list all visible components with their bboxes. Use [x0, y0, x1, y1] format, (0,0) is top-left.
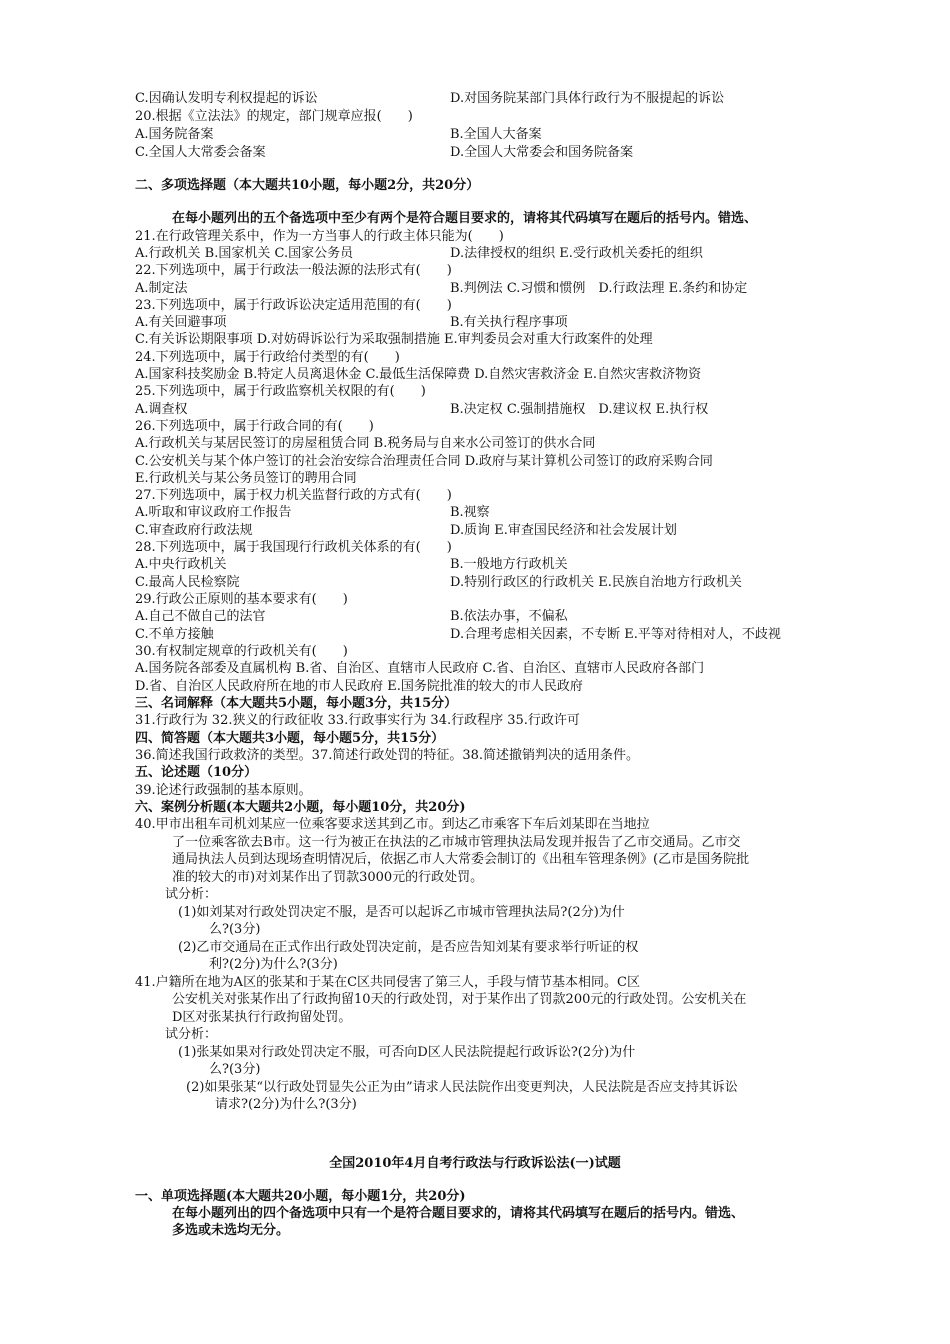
- text-line: [0, 126, 950, 144]
- instruction-text: 在每小题列出的五个备选项中至少有两个是符合题目要求的，请将其代码填写在题后的括号内。错选、: [172, 211, 758, 226]
- text-line: [0, 921, 950, 939]
- question-41: [0, 974, 950, 992]
- section-heading-short-answer: [0, 730, 950, 748]
- heading-text: 三、名词解释（本大题共5小题，每小题3分，共15分）: [135, 696, 458, 711]
- section-heading-terms: [0, 695, 950, 713]
- text-line: [0, 1096, 950, 1114]
- question-text: 20.根据《立法法》的规定，部门规章应报( ): [135, 109, 413, 124]
- text-line: [0, 504, 950, 522]
- options-right: D.法律授权的组织 E.受行政机关委托的组织: [450, 246, 703, 261]
- question-text: 28.下列选项中，属于我国现行行政机关体系的有( ): [135, 540, 452, 555]
- option-d: D.对国务院某部门具体行政行为不服提起的诉讼: [450, 91, 725, 106]
- option-c: C.因确认发明专利权提起的诉讼: [135, 91, 318, 106]
- text-line: [0, 1026, 950, 1044]
- text-line: [0, 626, 950, 644]
- text-line: [0, 556, 950, 574]
- option-d: D.全国人大常委会和国务院备案: [450, 145, 634, 160]
- sub-question: (2)乙市交通局在正式作出行政处罚决定前，是否应告知刘某有要求举行听证的权: [178, 940, 639, 955]
- text-line: [0, 331, 950, 349]
- heading-text: 二、多项选择题（本大题共10小题，每小题2分，共20分）: [135, 178, 480, 193]
- text-line: [0, 401, 950, 419]
- analysis-label: 试分析：: [165, 1027, 218, 1042]
- text-line: [0, 574, 950, 592]
- question-22: [0, 262, 950, 280]
- question-23: [0, 297, 950, 315]
- instruction: [0, 210, 950, 228]
- text-line: [0, 1061, 950, 1079]
- options-right: B.决定权 C.强制措施权 D.建议权 E.执行权: [450, 402, 709, 417]
- heading-text: 五、论述题（10分）: [135, 765, 258, 780]
- sub-question: 请求?(2分)为什么?(3分): [215, 1097, 357, 1112]
- text-line: [0, 90, 950, 108]
- question-40: [0, 816, 950, 834]
- options-right: D.合理考虑相关因素，不专断 E.平等对待相对人，不歧视: [450, 627, 781, 642]
- option-b: B.全国人大备案: [450, 127, 542, 142]
- text-line: [0, 939, 950, 957]
- text-line: [0, 712, 950, 730]
- text-line: [0, 245, 950, 263]
- options-left: A.行政机关 B.国家机关 C.国家公务员: [135, 246, 354, 261]
- text-line: [0, 1009, 950, 1027]
- text-line: [0, 660, 950, 678]
- case-text: D区对张某执行行政拘留处罚。: [172, 1010, 352, 1025]
- case-text: 准的较大的市)对刘某作出了罚款3000元的行政处罚。: [172, 870, 484, 885]
- case-text: 公安机关对张某作出了行政拘留10天的行政处罚，对于某作出了罚款200元的行政处罚。公安机关在: [172, 992, 747, 1007]
- text-line: [0, 1079, 950, 1097]
- text-line: [0, 904, 950, 922]
- sub-question: (2)如果张某“以行政处罚显失公正为由”请求人民法院作出变更判决，人民法院是否应支持其诉讼: [186, 1080, 738, 1095]
- short-answer-questions: 36.简述我国行政救济的类型。37.简述行政处罚的特征。38.简述撤销判决的适用条件。: [135, 748, 640, 763]
- options-left: A.国家科技奖励金 B.特定人员离退休金 C.最低生活保障费 D.自然灾害救济金 E.自然灾害救济物资: [135, 367, 702, 382]
- sub-question: 么?(3分): [209, 1062, 261, 1077]
- section-heading-single-choice: [0, 1188, 950, 1206]
- question-28: [0, 539, 950, 557]
- question-text: 23.下列选项中，属于行政诉讼决定适用范围的有( ): [135, 298, 452, 313]
- text-line: [0, 782, 950, 800]
- heading-text: 一、单项选择题(本大题共20小题，每小题1分，共20分): [135, 1189, 466, 1204]
- option-a: A.国务院备案: [135, 127, 214, 142]
- options-right: B.依法办事，不偏私: [450, 609, 568, 624]
- case-text: 40.甲市出租车司机刘某应一位乘客要求送其到乙市。到达乙市乘客下车后刘某即在当地拉: [135, 817, 650, 832]
- options-left: A.中央行政机关: [135, 557, 227, 572]
- text-line: [0, 435, 950, 453]
- sub-question: (1)张某如果对行政处罚决定不服，可否向D区人民法院提起行政诉讼?(2分)为什: [178, 1045, 636, 1060]
- text-line: [0, 991, 950, 1009]
- options-left: D.省、自治区人民政府所在地的市人民政府 E.国务院批准的较大的市人民政府: [135, 679, 583, 694]
- text-line: [0, 314, 950, 332]
- text-line: [0, 678, 950, 696]
- case-text: 通局执法人员到达现场查明情况后，依据乙市人大常委会制订的《出租车管理条例》(乙市是国务院批: [172, 852, 750, 867]
- options-left: A.国务院各部委及直属机构 B.省、自治区、直辖市人民政府 C.省、自治区、直辖市人民政府各部门: [135, 661, 705, 676]
- question-20: [0, 108, 950, 126]
- section-heading-multiple-choice: [0, 177, 950, 195]
- sub-question: (1)如刘某对行政处罚决定不服，是否可以起诉乙市城市管理执法局?(2分)为什: [178, 905, 625, 920]
- question-29: [0, 591, 950, 609]
- question-text: 29.行政公正原则的基本要求有( ): [135, 592, 348, 607]
- section-heading-essay: [0, 764, 950, 782]
- essay-question: 39.论述行政强制的基本原则。: [135, 783, 312, 798]
- instruction: [0, 1222, 950, 1240]
- options-left: A.听取和审议政府工作报告: [135, 505, 292, 520]
- options-left: A.制定法: [135, 281, 188, 296]
- options-right: D.特别行政区的行政机关 E.民族自治地方行政机关: [450, 575, 742, 590]
- options-left: A.有关回避事项: [135, 315, 227, 330]
- question-25: [0, 383, 950, 401]
- question-text: 21.在行政管理关系中，作为一方当事人的行政主体只能为( ): [135, 229, 504, 244]
- question-text: 25.下列选项中，属于行政监察机关权限的有( ): [135, 384, 426, 399]
- question-21: [0, 228, 950, 246]
- options-right: D.质询 E.审查国民经济和社会发展计划: [450, 523, 677, 538]
- text-line: [0, 834, 950, 852]
- text-line: [0, 956, 950, 974]
- options-right: B.判例法 C.习惯和惯例 D.行政法理 E.条约和协定: [450, 281, 748, 296]
- text-line: [0, 366, 950, 384]
- question-30: [0, 643, 950, 661]
- options-right: B.有关执行程序事项: [450, 315, 568, 330]
- heading-text: 六、案例分析题(本大题共2小题，每小题10分，共20分): [135, 800, 466, 815]
- text-line: [0, 144, 950, 162]
- text-line: [0, 453, 950, 471]
- section-heading-case-analysis: [0, 799, 950, 817]
- options-left: E.行政机关与某公务员签订的聘用合同: [135, 471, 357, 486]
- case-text: 41.户籍所在地为A区的张某和于某在C区共同侵害了第三人，手段与情节基本相同。C区: [135, 975, 640, 990]
- text-line: [0, 1044, 950, 1062]
- heading-text: 四、简答题（本大题共3小题，每小题5分，共15分）: [135, 731, 445, 746]
- question-24: [0, 349, 950, 367]
- options-left: C.审查政府行政法规: [135, 523, 253, 538]
- text-line: [0, 869, 950, 887]
- options-right: B.一般地方行政机关: [450, 557, 568, 572]
- question-27: [0, 487, 950, 505]
- text-line: [0, 470, 950, 488]
- instruction-text: 多选或未选均无分。: [172, 1223, 290, 1238]
- instruction-text: 在每小题列出的四个备选项中只有一个是符合题目要求的，请将其代码填写在题后的括号内。错选、: [172, 1206, 745, 1221]
- options-left: A.行政机关与某居民签订的房屋租赁合同 B.税务局与自来水公司签订的供水合同: [135, 436, 596, 451]
- text-line: [0, 608, 950, 626]
- options-right: B.视察: [450, 505, 490, 520]
- options-left: A.自己不做自己的法官: [135, 609, 266, 624]
- options-left: C.有关诉讼期限事项 D.对妨碍诉讼行为采取强制措施 E.审判委员会对重大行政案件的处理: [135, 332, 653, 347]
- text-line: [0, 747, 950, 765]
- analysis-label: 试分析：: [165, 887, 218, 902]
- sub-question: 利?(2分)为什么?(3分): [209, 957, 338, 972]
- question-text: 22.下列选项中，属于行政法一般法源的法形式有( ): [135, 263, 452, 278]
- question-text: 27.下列选项中，属于权力机关监督行政的方式有( ): [135, 488, 452, 503]
- question-26: [0, 418, 950, 436]
- text-line: [0, 522, 950, 540]
- instruction: [0, 1205, 950, 1223]
- terms-list: 31.行政行为 32.狭义的行政征收 33.行政事实行为 34.行政程序 35.行政许可: [135, 713, 580, 728]
- options-left: C.不单方接触: [135, 627, 214, 642]
- text-line: [0, 886, 950, 904]
- question-text: 30.有权制定规章的行政机关有( ): [135, 644, 348, 659]
- options-left: C.公安机关与某个体户签订的社会治安综合治理责任合同 D.政府与某计算机公司签订的政府采购合同: [135, 454, 713, 469]
- question-text: 24.下列选项中，属于行政给付类型的有( ): [135, 350, 400, 365]
- text-line: [0, 851, 950, 869]
- options-left: C.最高人民检察院: [135, 575, 240, 590]
- sub-question: 么?(3分): [209, 922, 261, 937]
- exam-title: 全国2010年4月自考行政法与行政诉讼法(一)试题: [329, 1156, 621, 1171]
- question-text: 26.下列选项中，属于行政合同的有( ): [135, 419, 374, 434]
- options-left: A.调查权: [135, 402, 188, 417]
- text-line: [0, 280, 950, 298]
- case-text: 了一位乘客欲去B市。这一行为被正在执法的乙市城市管理执法局发现并报告了乙市交通局。乙市交: [172, 835, 741, 850]
- option-c: C.全国人大常委会备案: [135, 145, 266, 160]
